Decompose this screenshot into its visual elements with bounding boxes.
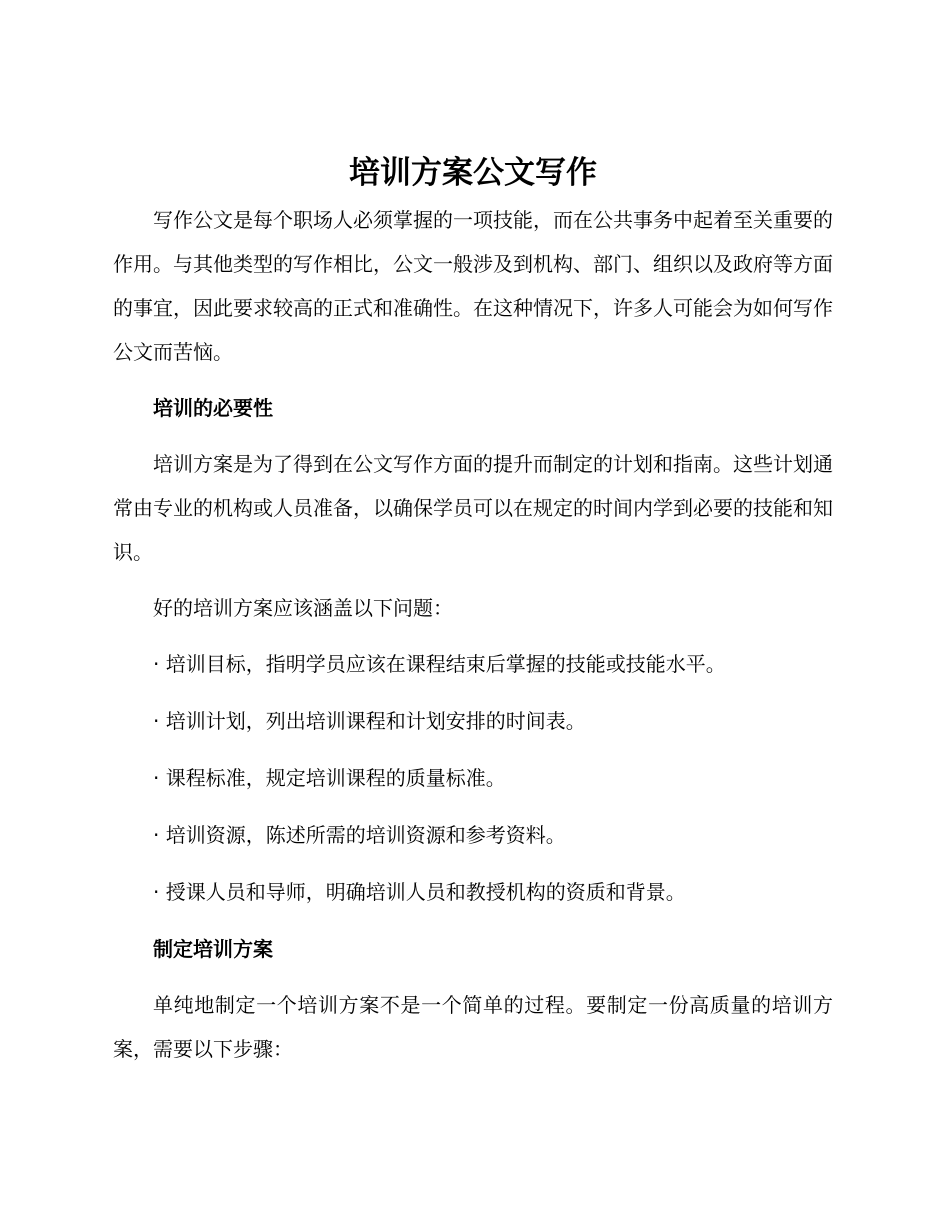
formulate-paragraph: 单纯地制定一个培训方案不是一个简单的过程。要制定一份高质量的培训方案，需要以下步骤： <box>113 993 833 1061</box>
requirements-list <box>113 642 833 914</box>
bullet-marker: · <box>153 823 160 847</box>
requirements-intro: 好的培训方案应该涵盖以下问题： <box>153 596 453 620</box>
list-item <box>113 756 833 800</box>
list-item <box>113 870 833 914</box>
list-item-text: 培训资源，陈述所需的培训资源和参考资料。 <box>165 823 566 847</box>
bullet-marker: · <box>153 880 160 904</box>
list-item <box>113 699 833 743</box>
list-item-text: 培训目标，指明学员应该在课程结束后掌握的技能或技能水平。 <box>165 652 726 676</box>
list-item-text: 培训计划，列出培训课程和计划安排的时间表。 <box>165 709 586 733</box>
list-item-text: 课程标准，规定培训课程的质量标准。 <box>165 766 506 790</box>
intro-paragraph: 写作公文是每个职场人必须掌握的一项技能，而在公共事务中起着至关重要的作用。与其他类型的写作相比，公文一般涉及到机构、部门、组织以及政府等方面的事宜，因此要求较高的正式和准确性。在这种情况下，许多人可能会为如何写作公文而苦恼。 <box>113 208 833 364</box>
section-heading-formulate: 制定培训方案 <box>153 937 273 961</box>
bullet-marker: · <box>153 766 160 790</box>
necessity-paragraph: 培训方案是为了得到在公文写作方面的提升而制定的计划和指南。这些计划通常由专业的机构或人员准备，以确保学员可以在规定的时间内学到必要的技能和知识。 <box>113 452 833 564</box>
document-page <box>113 148 833 1083</box>
list-item-text: 授课人员和导师，明确培训人员和教授机构的资质和背景。 <box>165 880 686 904</box>
document-title: 培训方案公文写作 <box>349 155 597 191</box>
bullet-marker: · <box>153 709 160 733</box>
list-item <box>113 813 833 857</box>
list-item <box>113 642 833 686</box>
section-heading-necessity: 培训的必要性 <box>153 396 273 420</box>
bullet-marker: · <box>153 652 160 676</box>
